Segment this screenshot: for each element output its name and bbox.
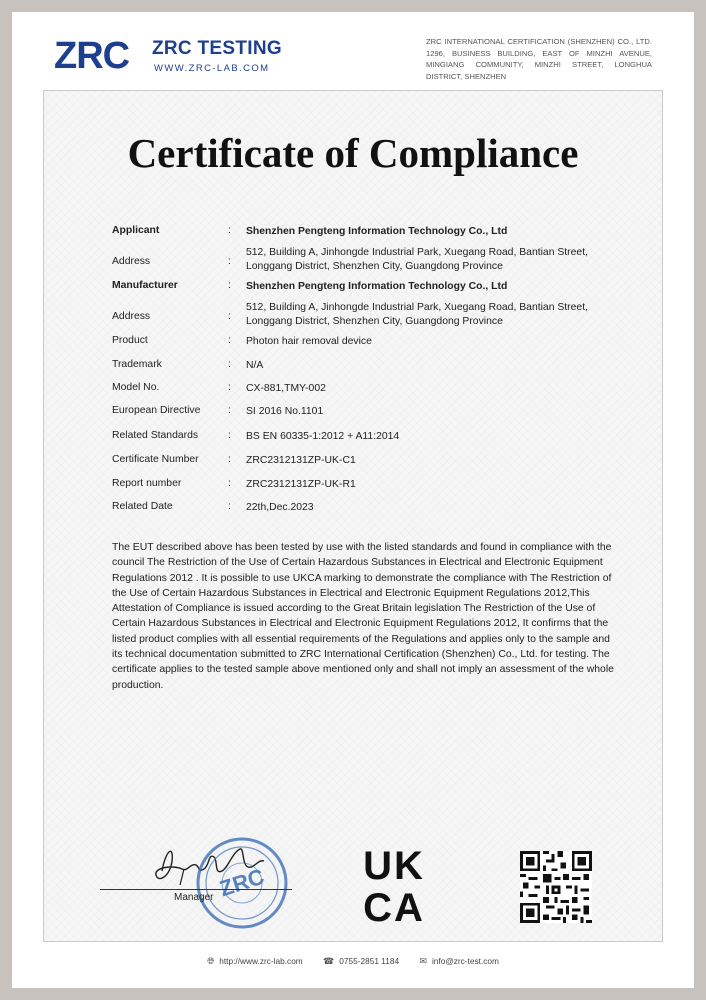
field-colon: : bbox=[228, 501, 231, 512]
field-colon: : bbox=[228, 225, 231, 236]
logo-mark: ZRC bbox=[54, 35, 130, 77]
footer-website-text: http://www.zrc-lab.com bbox=[219, 956, 303, 966]
contact-footer bbox=[12, 956, 694, 967]
footer-email-text: info@zrc-test.com bbox=[431, 956, 499, 966]
field-label: Certificate Number bbox=[112, 454, 199, 465]
field-colon: : bbox=[228, 311, 231, 322]
compliance-statement: The EUT described above has been tested by use with the listed standards and found in compliance with the council The Restriction of the Use of Certain Hazardous Substances in Electrical and Electronic Equipment Regulations 2012 . It is possible to use UKCA marking to demonstrate the compliance with The Restriction of the Use of Certain Hazardous Substances in Electrical and Electronic Equipment Regulations 2012,This Attestation of Compliance is issued according to the Great Britain legislation The Restriction of the Use of Certain Hazardous Substances in Electrical and Electronic Equipment Regulations 2012, It confirms that the listed product complies with all essential requirements of the Regulations and applies only to the sample and its technical documentation submitted to ZRC International Certification (Shenzhen) Co., Ltd. for testing. The certificate applies to the tested sample above mentioned only and shall not imply an assessment of the whole production. bbox=[112, 542, 614, 691]
field-colon: : bbox=[228, 335, 231, 346]
field-value: BS EN 60335-1:2012 + A11:2014 bbox=[246, 431, 400, 442]
footer-phone bbox=[323, 956, 399, 966]
field-value: ZRC2312131ZP-UK-C1 bbox=[246, 455, 356, 466]
field-value: CX-881,TMY-002 bbox=[246, 383, 326, 394]
globe-icon: 🌐︎ bbox=[207, 956, 215, 966]
certificate-frame bbox=[43, 90, 663, 942]
field-label: Trademark bbox=[112, 359, 162, 370]
field-colon: : bbox=[228, 256, 231, 267]
stamp-text: ZRC bbox=[216, 863, 268, 902]
field-value: Shenzhen Pengteng Information Technology Co., Ltd bbox=[246, 226, 508, 237]
field-label: Product bbox=[112, 335, 148, 346]
mail-icon: ✉ bbox=[419, 956, 427, 966]
field-colon: : bbox=[228, 359, 231, 370]
field-value: SI 2016 No.1101 bbox=[246, 406, 324, 417]
field-value: 22th,Dec.2023 bbox=[246, 502, 314, 513]
zrc-stamp bbox=[194, 835, 290, 931]
phone-icon: ☎ bbox=[323, 956, 335, 966]
field-value: Shenzhen Pengteng Information Technology Co., Ltd bbox=[246, 281, 508, 292]
field-label: Manufacturer bbox=[112, 280, 178, 291]
footer-website bbox=[207, 956, 303, 966]
field-colon: : bbox=[228, 454, 231, 465]
field-label: Report number bbox=[112, 478, 182, 489]
signature-line bbox=[100, 889, 292, 890]
certificate-page bbox=[12, 12, 694, 988]
field-label: Address bbox=[112, 256, 151, 267]
field-colon: : bbox=[228, 280, 231, 291]
signature-role: Manager bbox=[174, 892, 214, 903]
zrc-logo bbox=[54, 36, 294, 86]
field-value: 512, Building A, Jinhongde Industrial Park, Xuegang Road, Bantian Street, Longgang District, Shenzhen City, Guangdong Province bbox=[246, 302, 588, 327]
field-value: Photon hair removal device bbox=[246, 336, 372, 347]
certificate-title: Certificate of Compliance bbox=[127, 130, 579, 176]
ukca-line2: CA bbox=[363, 886, 425, 923]
field-label: Applicant bbox=[112, 225, 160, 236]
field-colon: : bbox=[228, 478, 231, 489]
field-value: ZRC2312131ZP-UK-R1 bbox=[246, 479, 356, 490]
field-colon: : bbox=[228, 405, 231, 416]
field-value: 512, Building A, Jinhongde Industrial Park, Xuegang Road, Bantian Street, Longgang District, Shenzhen City, Guangdong Province bbox=[246, 247, 588, 272]
ukca-line1: UK bbox=[363, 844, 425, 888]
logo-name: ZRC TESTING bbox=[152, 38, 282, 59]
qr-code bbox=[520, 851, 592, 923]
logo-url: WWW.ZRC-LAB.COM bbox=[154, 63, 270, 74]
field-value: N/A bbox=[246, 360, 264, 371]
field-label: Model No. bbox=[112, 382, 160, 393]
ukca-mark bbox=[354, 843, 434, 923]
field-label: European Directive bbox=[112, 405, 201, 416]
field-label: Address bbox=[112, 311, 151, 322]
footer-phone-text: 0755-2851 1184 bbox=[339, 956, 400, 966]
company-address: ZRC INTERNATIONAL CERTIFICATION (SHENZHEN) CO., LTD. 1296, BUSINESS BUILDING, EAST OF MINZHI AVENUE, MINGIANG COMMUNITY, MINZHI STREET, LONGHUA DISTRICT, SHENZHEN bbox=[426, 37, 652, 81]
field-label: Related Date bbox=[112, 501, 173, 512]
field-colon: : bbox=[228, 382, 231, 393]
field-colon: : bbox=[228, 430, 231, 441]
field-label: Related Standards bbox=[112, 430, 199, 441]
footer-email bbox=[419, 956, 499, 966]
